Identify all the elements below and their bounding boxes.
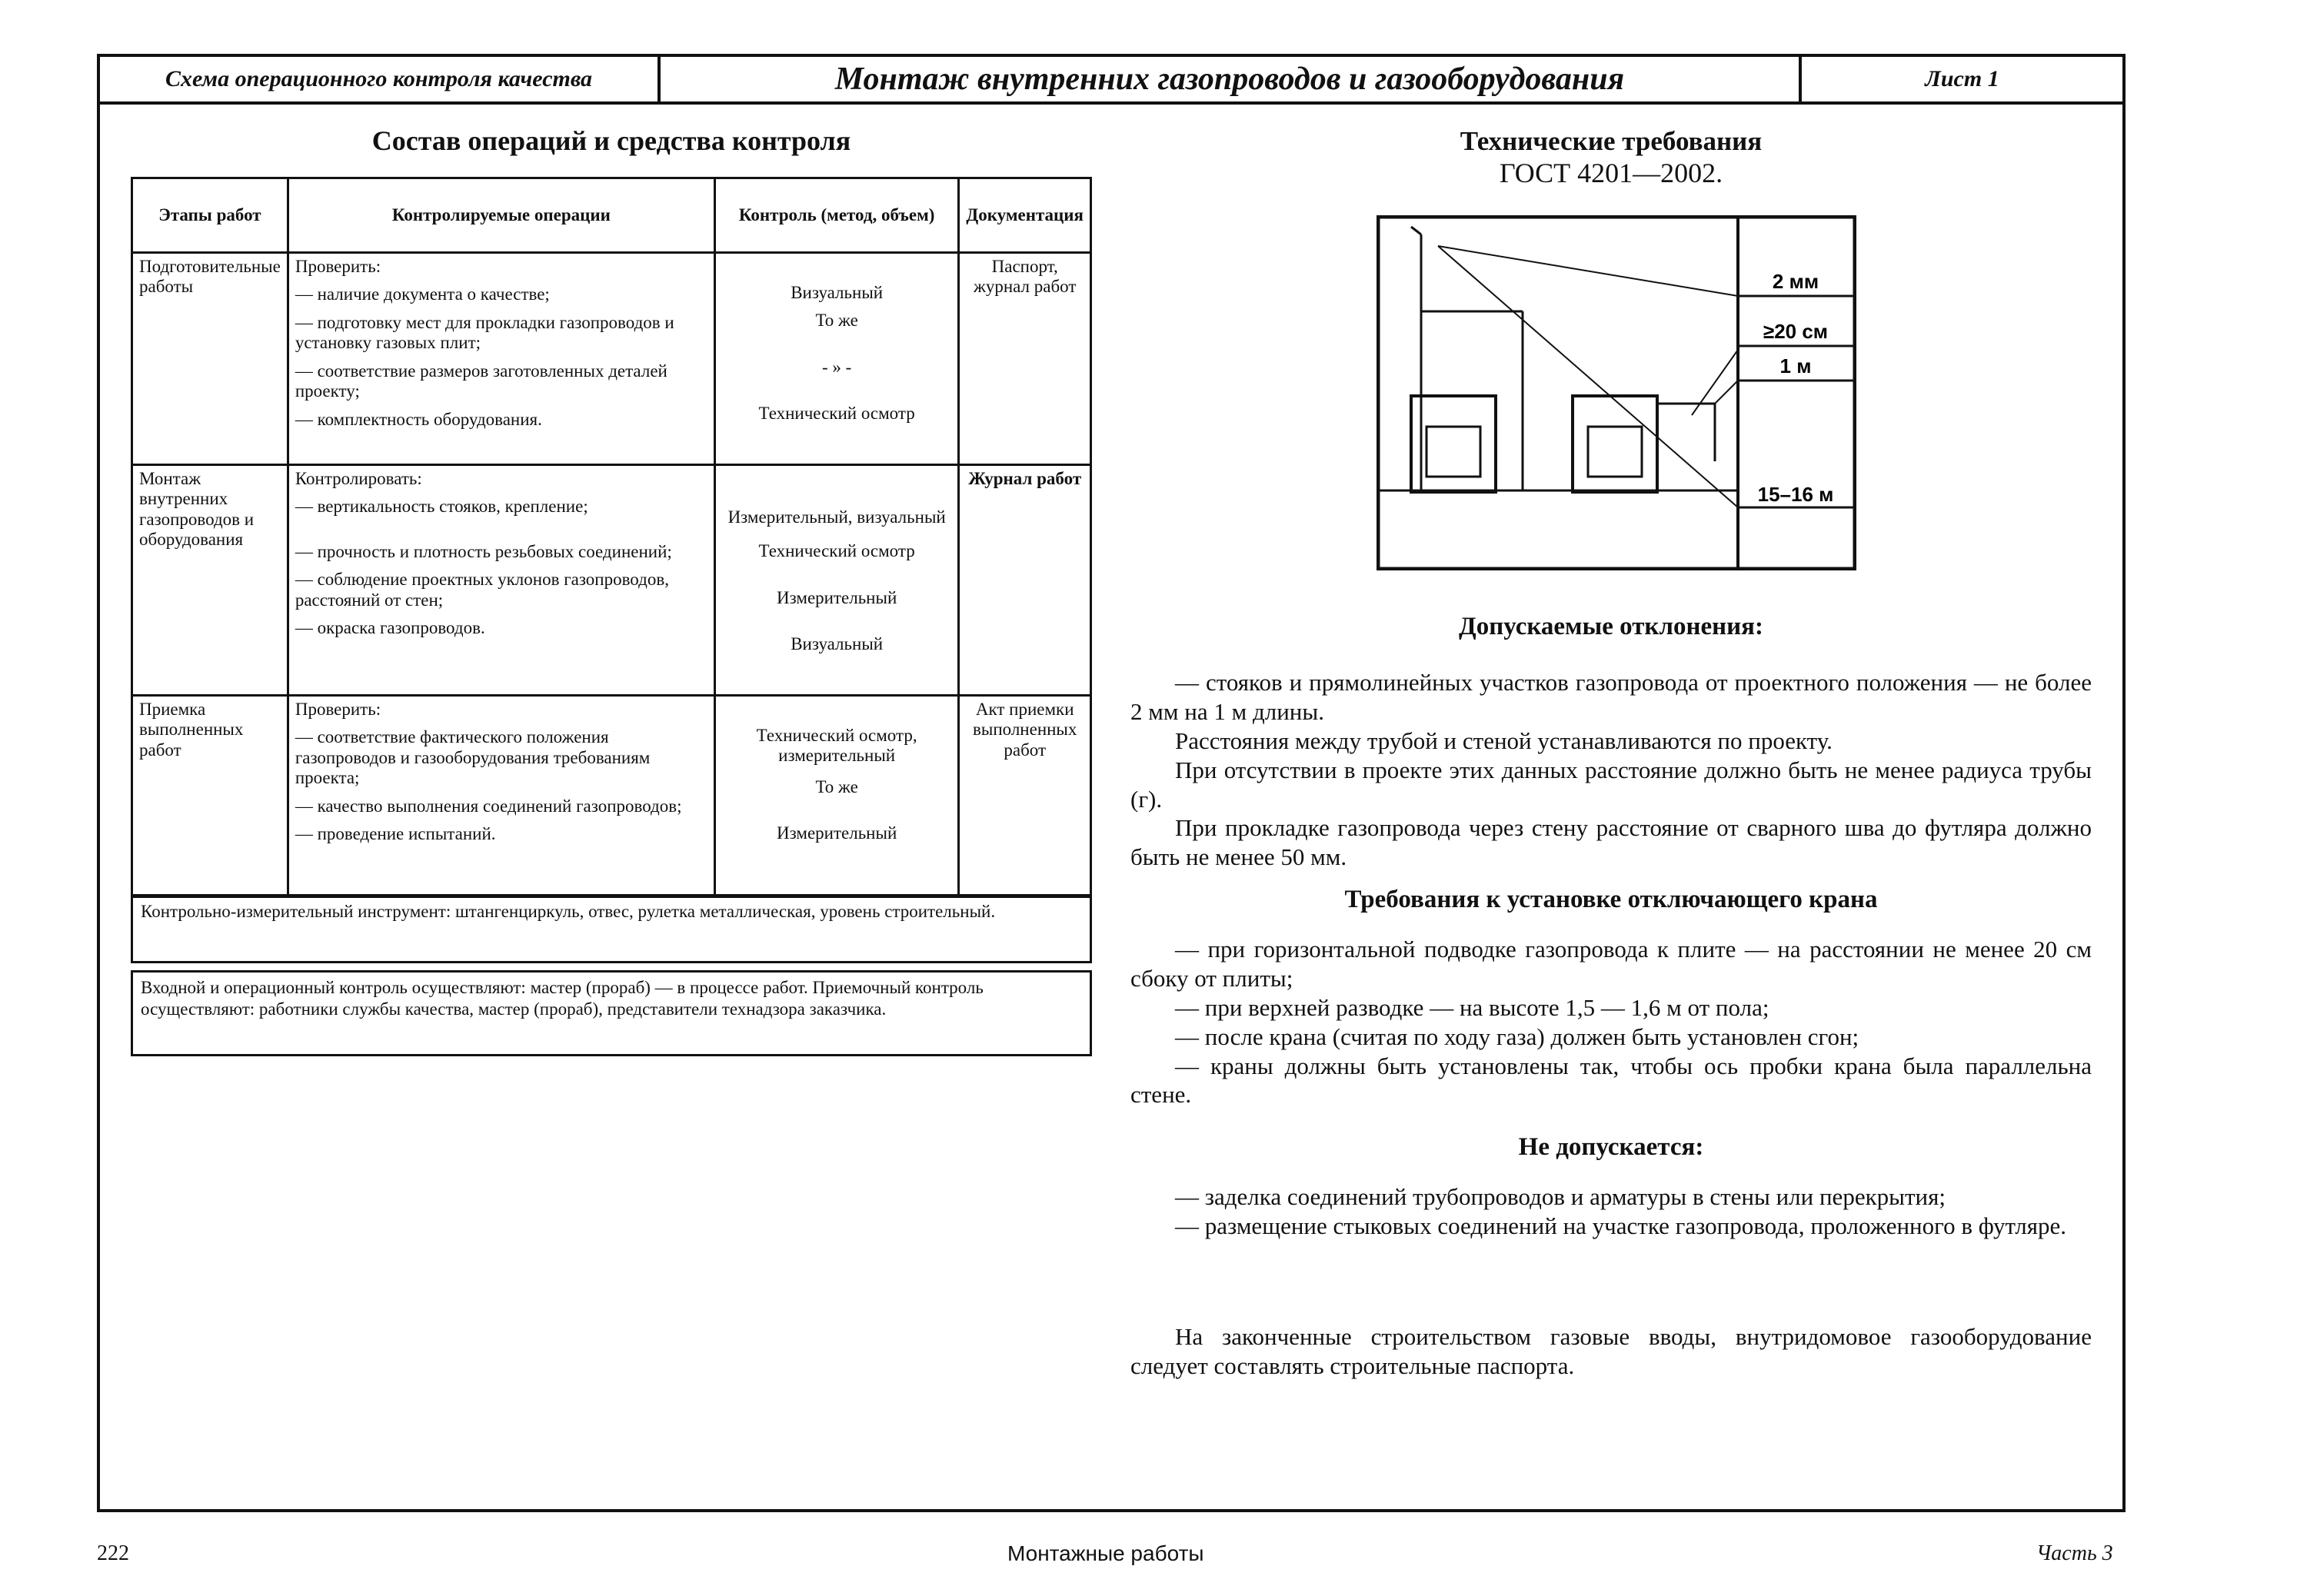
control-item: Измерительный <box>777 823 897 843</box>
col-stage: Этапы работ <box>132 178 288 253</box>
control-note: Входной и операционный контроль осуществляют: мастер (прораб) — в процессе работ. Приемочный контроль осуществляют: работники службы качества, мастер (прораб), представители технадзора заказчика. <box>131 970 1092 1056</box>
operations-cell <box>288 696 714 897</box>
table-row <box>132 465 1091 696</box>
operations-intro: Проверить: <box>295 700 381 719</box>
control-item: Измерительный, визуальный <box>727 507 946 527</box>
valve-item: — после крана (считая по ходу газа) должен быть установлен сгон; <box>1175 1022 1859 1050</box>
control-item: Технический осмотр, измерительный <box>756 726 917 766</box>
stage-cell: Приемка выполненных работ <box>132 696 288 897</box>
documentation-cell: Акт приемки выполненных работ <box>959 696 1091 897</box>
control-item: То же <box>815 776 858 796</box>
operations-intro: Контролировать: <box>295 469 422 488</box>
label-20cm: ≥20 см <box>1763 320 1829 343</box>
control-cell <box>714 465 959 696</box>
documentation-cell: Паспорт, журнал работ <box>959 253 1091 465</box>
header-title: Монтаж внутренних газопроводов и газооборудования <box>661 57 1802 101</box>
deviation-item: При отсутствии в проекте этих данных расстояние должно быть не менее радиуса трубы (г). <box>1130 756 2092 813</box>
header-sheet: Лист 1 <box>1925 66 1999 91</box>
operation-item: — соответствие размеров заготовленных деталей проекту; <box>295 361 667 401</box>
table-row <box>132 253 1091 465</box>
deviation-item: — стояков и прямолинейных участков газопровода от проектного положения — не более 2 мм на 1 м длины. <box>1130 669 2092 726</box>
operation-item: — соблюдение проектных уклонов газопроводов, расстояний от стен; <box>295 570 669 610</box>
operation-item: — вертикальность стояков, крепление; <box>295 497 588 517</box>
operation-item: — окраска газопроводов. <box>295 618 485 638</box>
title-block <box>100 57 2122 105</box>
stage-cell: Монтаж внутренних газопроводов и оборудования <box>132 465 288 696</box>
deviations-title: Допускаемые отклонения: <box>1459 613 1763 640</box>
operations-table <box>131 177 1092 898</box>
page-number: 222 <box>97 1541 129 1565</box>
operations-cell <box>288 465 714 696</box>
operation-item: — подготовку мест для прокладки газопроводов и установку газовых плит; <box>295 312 674 353</box>
operation-item: — проведение испытаний. <box>295 824 496 844</box>
label-1m: 1 м <box>1779 354 1812 377</box>
forbidden-item: — заделка соединений трубопроводов и арматуры в стены или перекрытия; <box>1175 1183 1946 1211</box>
operation-item: — соответствие фактического положения газопроводов и газооборудования требованиям проекта; <box>295 727 651 788</box>
control-cell <box>714 253 959 465</box>
control-item: Измерительный <box>777 587 897 607</box>
footer-section-title: Монтажные работы <box>1007 1541 1204 1565</box>
gost-reference: ГОСТ 4201—2002. <box>1499 158 1723 188</box>
control-cell <box>714 696 959 897</box>
requirements-header <box>1123 126 2099 189</box>
operation-item: — качество выполнения соединений газопроводов; <box>295 796 682 816</box>
control-item: Визуальный <box>791 634 884 654</box>
label-15-16m: 15–16 м <box>1757 483 1834 506</box>
control-item: То же <box>815 311 858 331</box>
forbidden-title: Не допускается: <box>1518 1133 1704 1161</box>
control-item: Визуальный <box>791 283 884 302</box>
deviation-item: При прокладке газопровода через стену расстояние от сварного шва до футляра должно быть не менее 50 мм. <box>1130 814 2092 871</box>
forbidden-section <box>1130 1132 2092 1241</box>
operation-item: — комплектность оборудования. <box>295 409 542 429</box>
col-operations: Контролируемые операции <box>288 178 714 253</box>
valve-title: Требования к установке отключающего крана <box>1344 886 1878 913</box>
control-item: - » - <box>821 357 852 377</box>
operations-cell <box>288 253 714 465</box>
requirements-title: Технические требования <box>1460 126 1763 156</box>
operation-item: — прочность и плотность резьбовых соединений; <box>295 541 672 561</box>
valve-item: — при верхней разводке — на высоте 1,5 — 1,6 м от пола; <box>1175 993 1769 1021</box>
final-note-text: На законченные строительством газовые вводы, внутридомовое газооборудование следует составлять строительные паспорта. <box>1130 1323 2092 1379</box>
header-scheme-label: Схема операционного контроля качества <box>100 57 661 101</box>
col-control: Контроль (метод, объем) <box>714 178 959 253</box>
table-row <box>132 696 1091 897</box>
stage-cell: Подготовительные работы <box>132 253 288 465</box>
forbidden-item: — размещение стыковых соединений на участке газопровода, проложенного в футляре. <box>1175 1212 2067 1240</box>
documentation-cell: Журнал работ <box>959 465 1091 696</box>
valve-item: — при горизонтальной подводке газопровода к плите — на расстоянии не менее 20 см сбоку от плиты; <box>1130 936 2092 993</box>
operations-title: Состав операций и средства контроля <box>371 125 851 156</box>
control-item: Технический осмотр <box>758 541 915 561</box>
final-note <box>1130 1322 2092 1381</box>
valve-section <box>1130 884 2092 1109</box>
operations-section <box>131 125 1092 157</box>
label-2mm: 2 мм <box>1772 270 1819 293</box>
control-item: Технический осмотр <box>758 404 915 424</box>
operation-item: — наличие документа о качестве; <box>295 284 550 304</box>
installation-diagram <box>1377 215 1856 570</box>
deviations-section <box>1130 611 2092 872</box>
col-documentation: Документация <box>959 178 1091 253</box>
deviation-item: Расстояния между трубой и стеной устанавливаются по проекту. <box>1175 727 1833 754</box>
footer-part: Часть 3 <box>2036 1541 2113 1565</box>
instrument-note: Контрольно-измерительный инструмент: штангенциркуль, отвес, рулетка металлическая, уровень строительный. <box>131 894 1092 963</box>
operations-intro: Проверить: <box>295 257 381 276</box>
valve-item: — краны должны быть установлены так, чтобы ось пробки крана была параллельна стене. <box>1130 1052 2092 1109</box>
